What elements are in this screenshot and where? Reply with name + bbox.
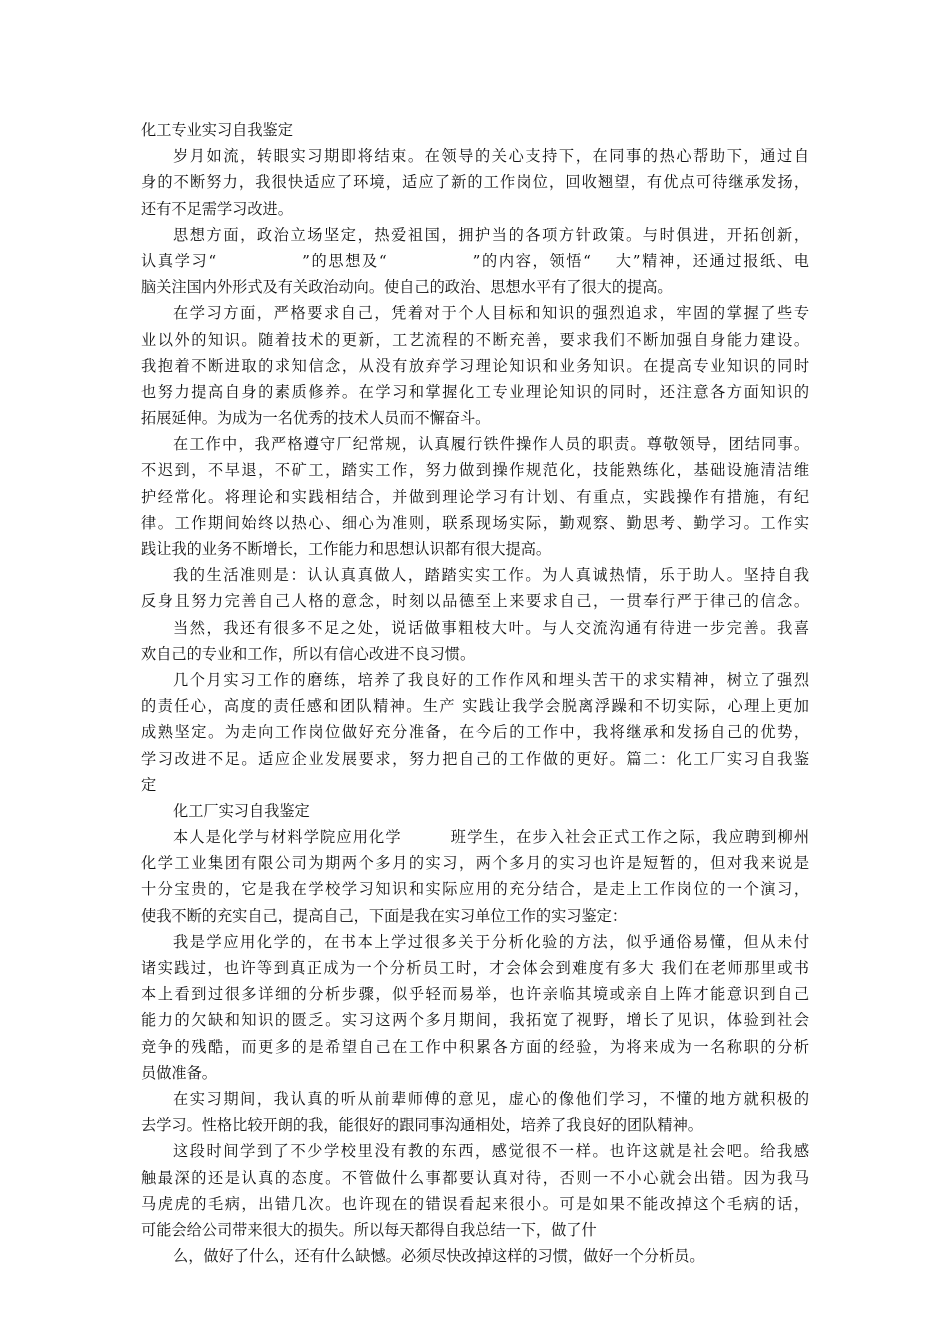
text-line: 律。工作期间始终以热心、细心为准则，联系现场实际，勤观察、勤思考、勤学习。工作实 — [141, 513, 809, 532]
text-line: 学习改进不足。适应企业发展要求，努力把自己的工作做的更好。篇二：化工厂实习自我鉴 — [141, 749, 809, 768]
text-line: 不迟到，不早退，不矿工，踏实工作，努力做到操作规范化，技能熟练化，基础设施清洁维 — [141, 461, 809, 480]
text-line: 认真学习“ ”的思想及“ ”的内容，领悟“ 大”精神，还通过报纸、电 — [141, 251, 809, 270]
text-line: 还有不足需学习改进。 — [141, 199, 293, 218]
text-line: 护经常化。将理论和实践相结合，并做到理论学习有计划、有重点，实践操作有措施，有纪 — [141, 487, 809, 506]
text-line: 我抱着不断进取的求知信念，从没有放弃学习理论知识和业务知识。在提高专业知识的同时 — [141, 356, 809, 375]
text-line: 欢自己的专业和工作，所以有信心改进不良习惯。 — [141, 644, 476, 663]
text-line: 当然，我还有很多不足之处，说话做事粗枝大叶。与人交流沟通有待进一步完善。我喜 — [173, 618, 809, 637]
text-line: 岁月如流，转眼实习期即将结束。在领导的关心支持下，在同事的热心帮助下，通过自 — [173, 147, 809, 166]
text-line: 成熟坚定。为走向工作岗位做好充分准备，在今后的工作中，我将继承和发扬自己的优势， — [141, 723, 809, 742]
text-line: 可能会给公司带来很大的损失。所以每天都得自我总结一下，做了什 — [141, 1220, 597, 1239]
text-line: 我的生活准则是：认认真真做人，踏踏实实工作。为人真诚热情，乐于助人。坚持自我 — [173, 566, 809, 585]
text-line: 我是学应用化学的，在书本上学过很多关于分析化验的方法，似乎通俗易懂，但从未付 — [173, 932, 809, 951]
text-line: 竞争的残酷，而更多的是希望自己在工作中积累各方面的经验，为将来成为一名称职的分析 — [141, 1037, 809, 1056]
text-line: 思想方面，政治立场坚定，热爱祖国，拥护当的各项方针政策。与时俱进，开拓创新， — [173, 225, 809, 244]
text-line: 拓展延伸。为成为一名优秀的技术人员而不懈奋斗。 — [141, 409, 491, 428]
document-page — [141, 117, 809, 1269]
text-line: 脑关注国内外形式及有关政治动向。使自己的政治、思想水平有了很大的提高。 — [141, 278, 673, 297]
text-line: 去学习。性格比较开朗的我，能很好的跟同事沟通相处，培养了我良好的团队精神。 — [141, 1116, 703, 1135]
text-line: 这段时间学到了不少学校里没有教的东西，感觉很不一样。也许这就是社会吧。给我感 — [173, 1142, 809, 1161]
text-line: 也努力提高自身的素质修养。在学习和掌握化工专业理论知识的同时，还注意各方面知识的 — [141, 382, 809, 401]
text-line: 诸实践过，也许等到真正成为一个分析员工时，才会体会到难度有多大 我们在老师那里或书 — [141, 959, 809, 977]
text-line: 本人是化学与材料学院应用化学 班学生，在步入社会正式工作之际，我应聘到柳州 — [173, 828, 809, 847]
text-line: 触最深的还是认真的态度。不管做什么事都要认真对待，否则一不小心就会出错。因为我马 — [141, 1168, 809, 1187]
text-line: 几个月实习工作的磨练，培养了我良好的工作作风和埋头苦干的求实精神，树立了强烈 — [173, 670, 809, 689]
text-line: 业以外的知识。随着技术的更新，工艺流程的不断充善，要求我们不断加强自身能力建设。 — [141, 330, 809, 349]
text-line: 定 — [141, 775, 157, 794]
text-line: 身的不断努力，我很快适应了环境，适应了新的工作岗位，回收翘望，有优点可待继承发扬， — [141, 173, 809, 192]
text-line: 践让我的业务不断增长，工作能力和思想认识都有很大提高。 — [141, 540, 552, 558]
text-line: 十分宝贵的，它是我在学校学习知识和实际应用的充分结合，是走上工作岗位的一个演习， — [141, 880, 809, 899]
text-line: 能力的欠缺和知识的匮乏。实习这两个多月期间，我拓宽了视野，增长了见识，体验到社会 — [141, 1011, 809, 1030]
text-line: 在实习期间，我认真的听从前辈师傅的意见，虚心的像他们学习，不懂的地方就积极的 — [173, 1089, 809, 1108]
text-line: 本上看到过很多详细的分析步骤，似乎轻而易举，也许亲临其境或亲自上阵才能意识到自己 — [141, 985, 809, 1004]
text-line: 么，做好了什么，还有什么缺憾。必须尽快改掉这样的习惯，做好一个分析员。 — [173, 1247, 705, 1266]
text-line: 在学习方面，严格要求自己，凭着对于个人目标和知识的强烈追求，牢固的掌握了些专 — [173, 304, 809, 323]
text-line: 反身且努力完善自己人格的意念，时刻以品德至上来要求自己，一贯奉行严于律己的信念。 — [141, 592, 809, 611]
text-line: 化工厂实习自我鉴定 — [173, 801, 310, 820]
text-line: 员做准备。 — [141, 1063, 217, 1082]
text-line: 在工作中，我严格遵守厂纪常规，认真履行铁件操作人员的职责。尊敬领导，团结同事。 — [173, 435, 809, 454]
text-line: 马虎虎的毛病，出错几次。也许现在的错误看起来很小。可是如果不能改掉这个毛病的话， — [141, 1194, 809, 1213]
document-title: 化工专业实习自我鉴定 — [141, 121, 293, 139]
text-line: 化学工业集团有限公司为期两个多月的实习，两个多月的实习也许是短暂的，但对我来说是 — [141, 854, 809, 873]
text-line: 使我不断的充实自己，提高自己，下面是我在实习单位工作的实习鉴定： — [141, 906, 627, 925]
text-line: 的责任心，高度的责任感和团队精神。生产 实践让我学会脱离浮躁和不切实际，心理上更加 — [141, 697, 809, 716]
